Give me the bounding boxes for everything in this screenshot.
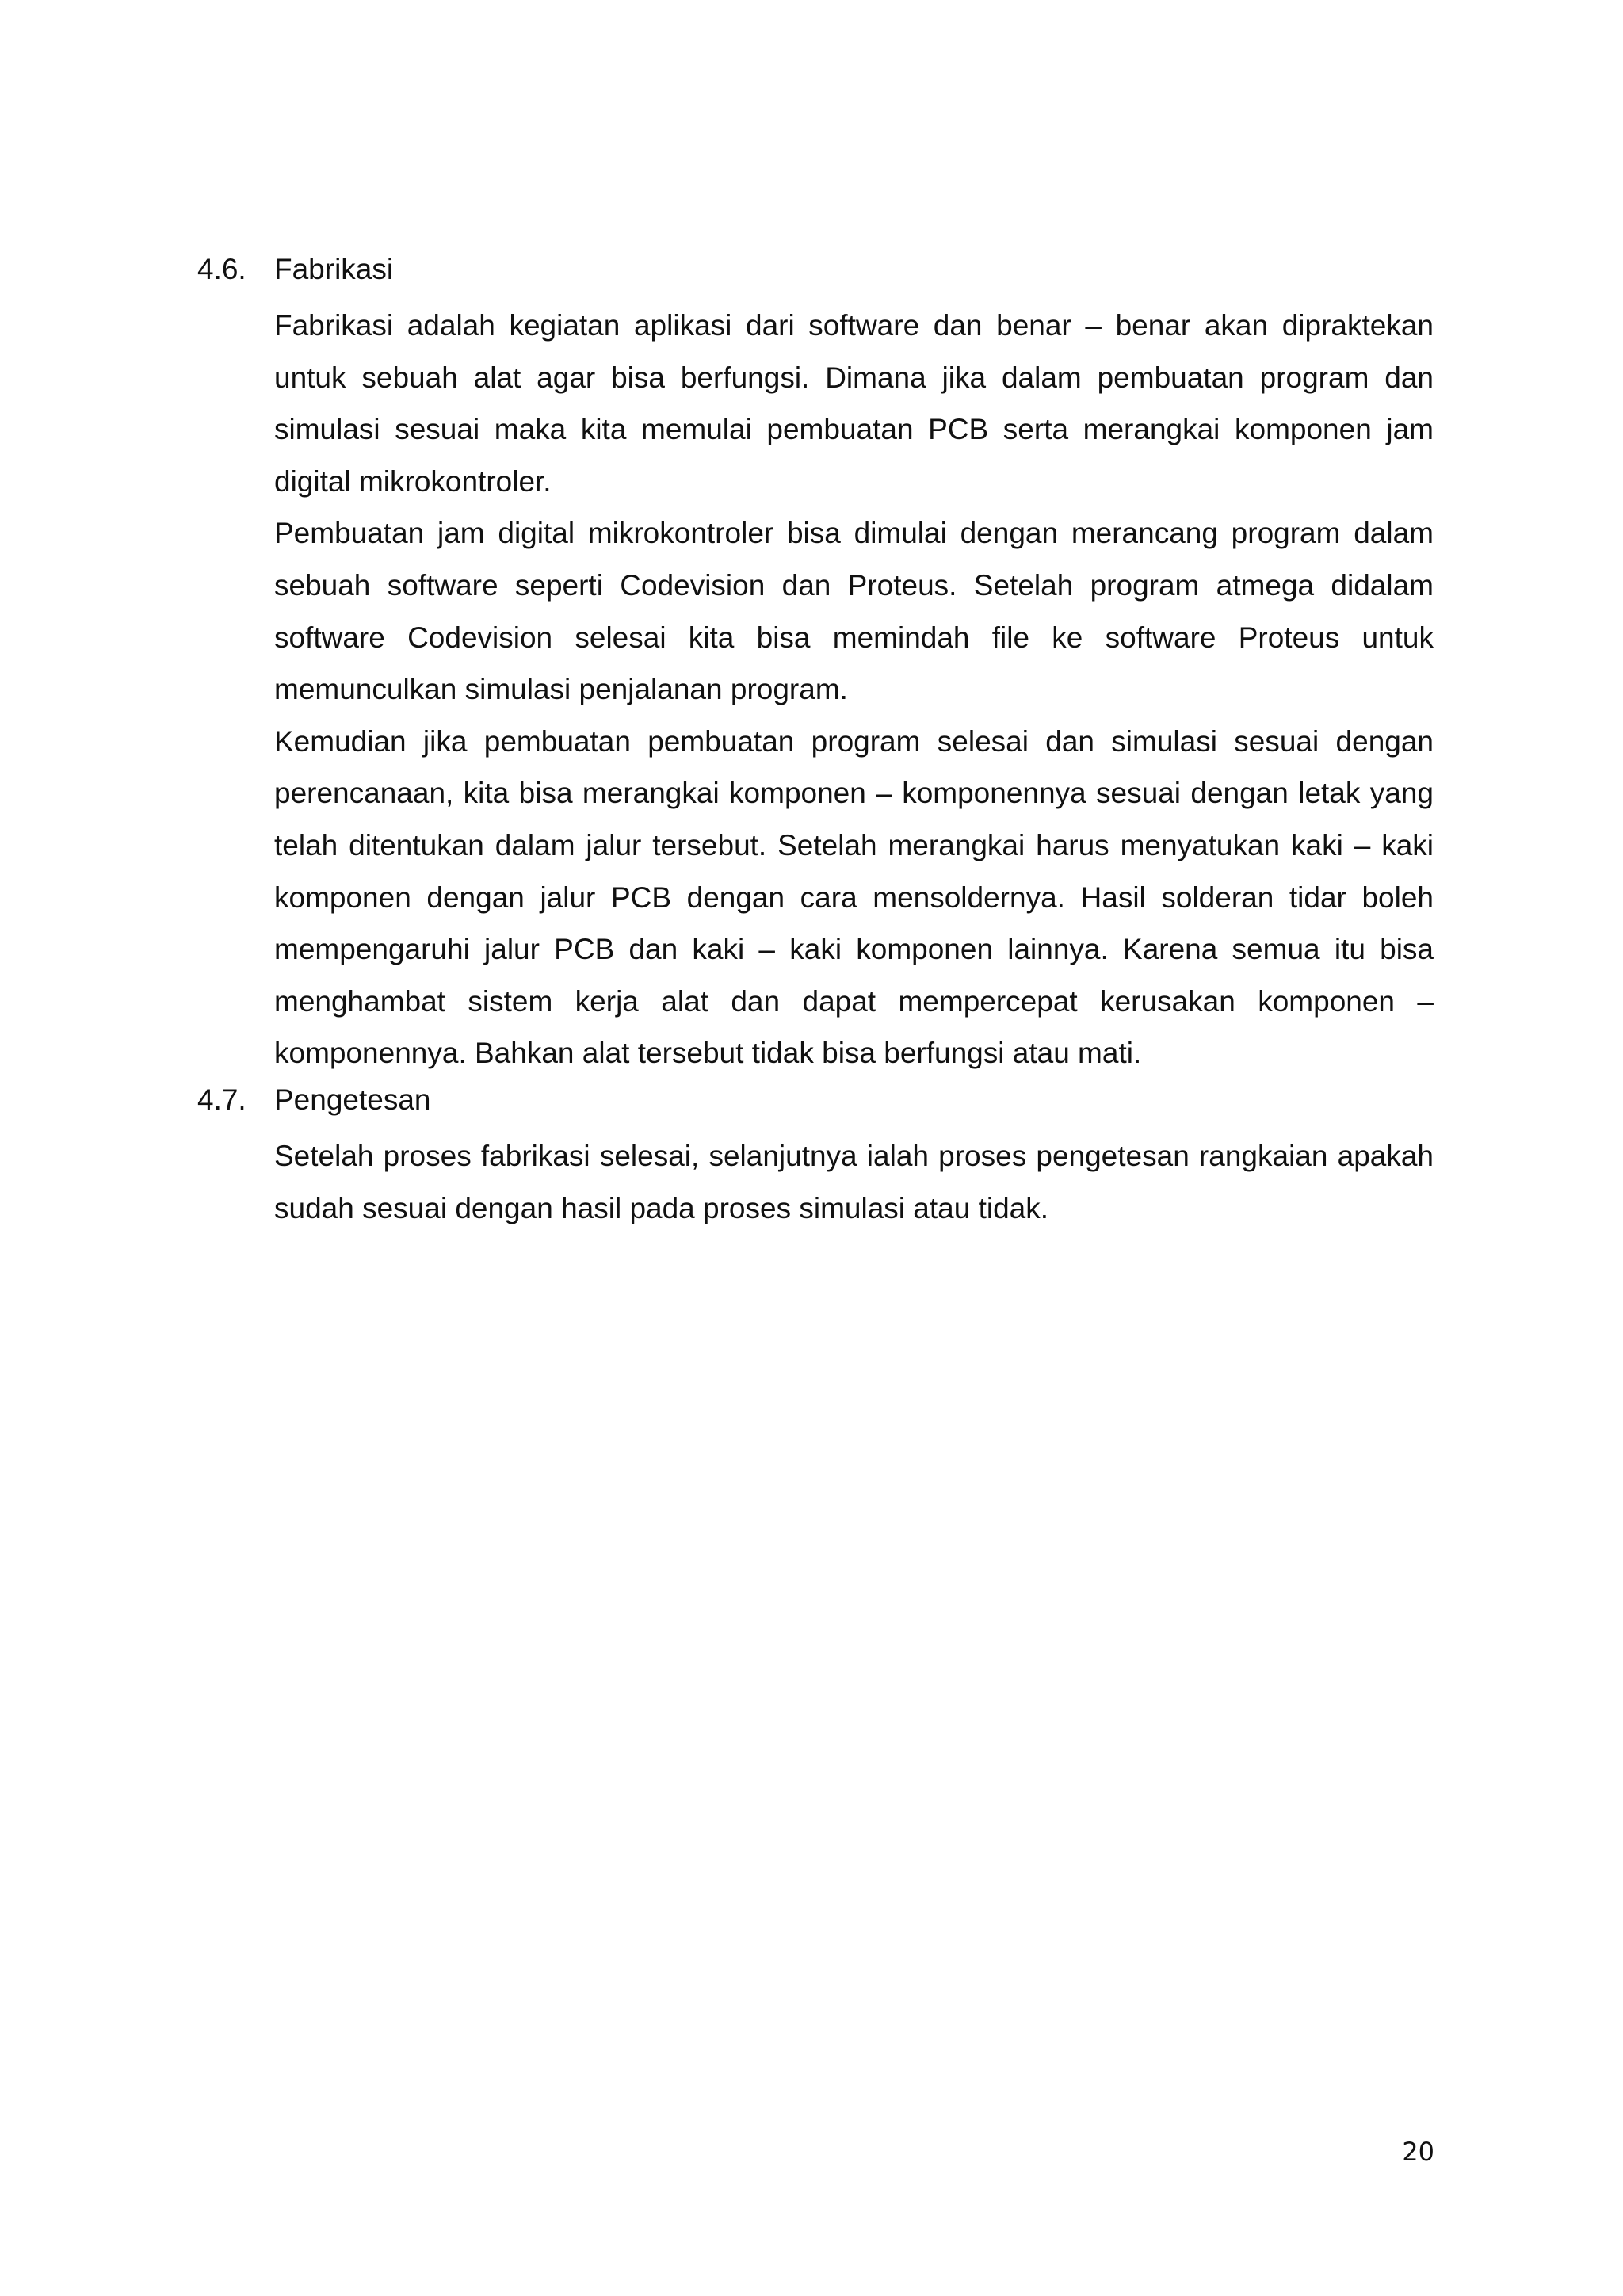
paragraph: Pembuatan jam digital mikrokontroler bisa dimulai dengan merancang program dalam sebuah software seperti Codevision dan Proteus. Setelah program atmega didalam software Codevision selesai kita bisa memindah file ke software Proteus untuk memunculkan simulasi penjalanan program.	[274, 517, 1434, 706]
page-number: 20	[1402, 2137, 1434, 2167]
paragraph: Setelah proses fabrikasi selesai, selanjutnya ialah proses pengetesan rangkaian apakah sudah sesuai dengan hasil pada proses simulasi atau tidak.	[274, 1140, 1434, 1224]
paragraph: Kemudian jika pembuatan pembuatan program selesai dan simulasi sesuai dengan perencanaan, kita bisa merangkai komponen – komponennya sesuai dengan letak yang telah ditentukan dalam jalur tersebut. Setelah merangkai harus menyatukan kaki – kaki komponen dengan jalur PCB dengan cara mensoldernya. Hasil solderan tidar boleh mempengaruhi jalur PCB dan kaki – kaki komponen lainnya. Karena semua itu bisa menghambat sistem kerja alat dan dapat mempercepat kerusakan komponen – komponennya. Bahkan alat tersebut tidak bisa berfungsi atau mati.	[274, 724, 1434, 1070]
paragraph: Fabrikasi adalah kegiatan aplikasi dari software dan benar – benar akan dipraktekan untuk sebuah alat agar bisa berfungsi. Dimana jika dalam pembuatan program dan simulasi sesuai maka kita memulai pembuatan PCB serta merangkai komponen jam digital mikrokontroler.	[274, 309, 1434, 498]
section-pengetesan	[197, 1078, 1434, 1234]
section-title: Pengetesan	[274, 1083, 431, 1116]
section-title: Fabrikasi	[274, 253, 394, 285]
section-number: 4.6.	[197, 253, 246, 285]
section-fabrikasi	[197, 247, 1434, 1079]
section-heading	[197, 247, 1434, 300]
section-heading	[197, 1078, 1434, 1130]
section-number: 4.7.	[197, 1083, 246, 1116]
